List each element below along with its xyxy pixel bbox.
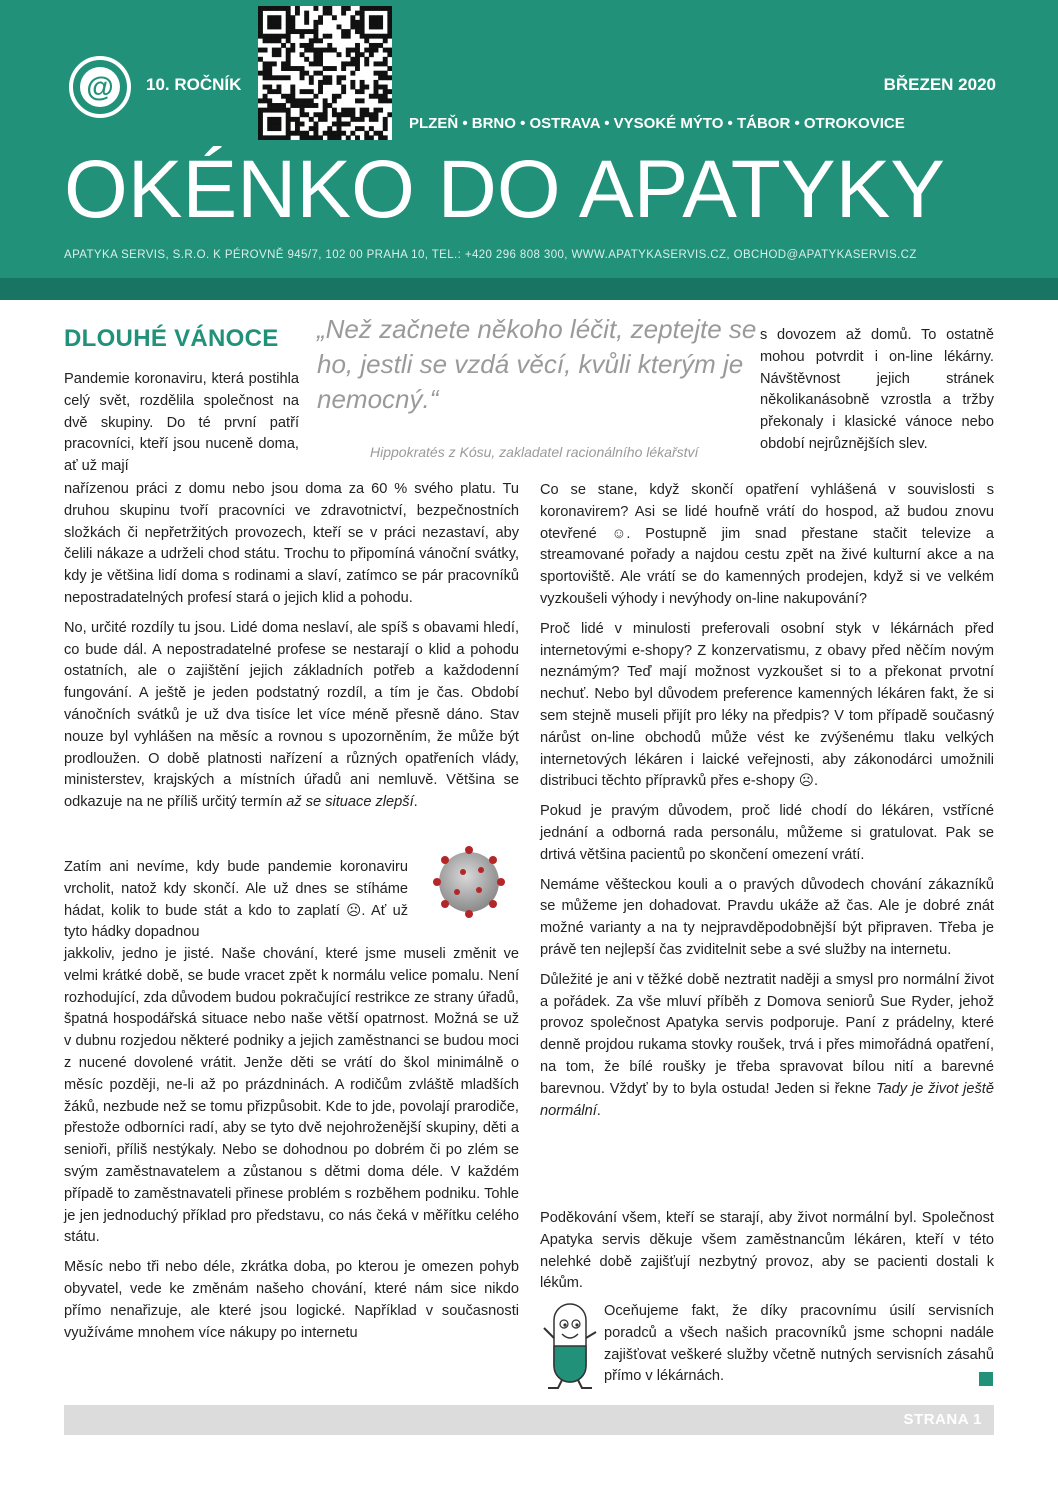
paragraph: Pandemie koronaviru, která postihla celý svět, rozdělila společnost na dvě skupiny. Do té první patří pracovníci, kteří jsou nuceně doma, ať už mají bbox=[64, 371, 299, 475]
pill-mascot-image bbox=[540, 1298, 600, 1390]
apatyka-logo bbox=[69, 56, 131, 118]
paragraph: Poděkování všem, kteří se starají, aby život normální byl. Společnost Apatyka servis děkuje všem zaměstnancům lékáren, kteří v této nelehké době zajišťují nezbytný provoz, aby se pacienti dostali k lékům. bbox=[540, 1210, 994, 1292]
paragraph bbox=[540, 970, 994, 1123]
emphasis-text: až se situace zlepší bbox=[286, 794, 414, 811]
paragraph: nařízenou práci z domu nebo jsou doma za 60 % svého platu. Tu druhou skupinu tvoří pracovníci ve zdravotnictví, bezpečnostních složkách či nepřetržitých provozech, kteří se v práci nezastaví, aby čelili nákaze a udrželi chod státu. Trochu to připomíná vánoční svátky, kdy je většina lidí doma s rodinami a slaví, zatímco se pár pracovníků nepostradatelných profesí stará o jejich klid a pohodu. bbox=[64, 481, 519, 606]
paragraph: Proč lidé v minulosti preferovali osobní styk v lékárnách před internetovými e-shopy? Z konzervatismu, z obavy před něčím novým neznámým? Teď mají možnost vyzkoušet si to a překonat prvotní nechuť. Nebo byl důvodem preference kamenných lékáren fakt, že si sem stejně museli přijít pro léky na předpis? V tom případě současný nárůst on-line obchodů může vést ke zvýšenému tlaku velkých internetových lékáren i laické veřejnosti, aby zákonodárci umožnili distribuci těchto přípravků přes e-shopy ☹. bbox=[540, 620, 994, 790]
paragraph-end: . bbox=[413, 794, 418, 811]
quote-text: „Než začnete někoho léčit, zeptejte se ho, jestli se vzdá věcí, kvůli kterým je nemocný.“ bbox=[317, 314, 757, 414]
cities-list: PLZEŇ • BRNO • OSTRAVA • VYSOKÉ MÝTO • TÁBOR • OTROKOVICE bbox=[409, 115, 905, 132]
volume-label: 10. ROČNÍK bbox=[146, 75, 242, 94]
quote-author: Hippokratés z Kósu, zakladatel racionálního lékařství bbox=[370, 444, 699, 460]
end-mark-icon bbox=[979, 1372, 993, 1386]
paragraph: Oceňujeme fakt, že díky pracovnímu úsilí servisních poradců a všech našich pracovníků jsme schopni nadále zajišťovat veškeré služby včetně nutných servisních zásahů přímo v lékárnách. bbox=[604, 1303, 994, 1385]
paragraph: Co se stane, když skončí opatření vyhlášená v souvislosti s koronavirem? Asi se lidé houfně vrátí do hospod, až budou znovu otevřené ☺. Postupně jim snad přestane stačit televize a streamované pořady a najdou cestu zpět na živé kulturní akce a na sportoviště. Ale vrátí se do kamenných prodejen, když si ve velkém vyzkoušeli výhody i nevýhody on-line nakupování? bbox=[540, 482, 994, 607]
paragraph: jakkoliv, jedno je jisté. Naše chování, které jsme museli změnit ve velmi krátké době, se bude vracet zpět k normálu velice pomalu. Není rozhodující, zda důvodem budou pokračující restrikce ze strany úřadů, špatná hospodářská situace nebo naše větší opatrnost. Možná se už v dubnu rozjedou některé podniky a jejich zaměstnanci se budou moci z nucené dovolené vrátit. Jenže děti se vrátí do škol minimálně o měsíc později, ne-li až po prázdninách. A rodičům zvláště mladších žáků, nezbude než se tomu přizpůsobit. Kde to jde, povolají prarodiče, přestože odborníci radí, aby se tyto dvě nejohroženější skupiny, děti a senioři, příliš nestýkaly. Nebo se dohodnou po dobrém či po zlém se svým zaměstnavatelem a zůstanou s dětmi doma déle. V každém případě to zaměstnavateli přinese problém s rozběhem podniku. Tohle je jen jednoduchý příklad pro představu, co nás čeká v měřítku celého státu. bbox=[64, 946, 519, 1246]
paragraph: Měsíc nebo tři nebo déle, zkrátka doba, po kterou je omezen pohyb obyvatel, vede ke změnám našeho chování, které nám sice nikdo přímo nenařizuje, ale které jsou logické. Například v současnosti využíváme mnohem více nákupy po internetu bbox=[64, 1259, 519, 1341]
header-banner bbox=[0, 0, 1058, 300]
footer-bar bbox=[64, 1405, 994, 1435]
article-title: DLOUHÉ VÁNOCE bbox=[64, 325, 279, 352]
paragraph-text: Důležité je ani v těžké době neztratit naději a smysl pro normální život a pořádek. Za vše mluví příběh z Domova seniorů Sue Ryder, jehož provoz společnost Apatyka servis podporuje. Paní z prádelny, které denně projdou rukama stovky roušek, trvá i přes mimořádná opatření, na tom, že bílé roušky je třeba spravovat bílou nití a barevné barevnou. Vždyť by to byla ostuda! Jeden si řekne bbox=[540, 971, 994, 1097]
paragraph: Pokud je pravým důvodem, proč lidé chodí do lékáren, vstřícné jednání a odborná rada personálu, můžeme si gratulovat. Pak se drtivá většina pacientů po skončení omezení vrátí. bbox=[540, 803, 994, 863]
header-band bbox=[0, 278, 1058, 300]
paragraph: Zatím ani nevíme, kdy bude pandemie koronaviru vrcholit, natož kdy skončí. Ale už dnes se stíháme hádat, kolik to bude stát a kdo to zaplatí ☹. Ať už tyto hádky dopadnou bbox=[64, 859, 408, 941]
masthead-title: OKÉNKO DO APATYKY bbox=[64, 144, 945, 235]
right-column bbox=[540, 480, 994, 1130]
issue-date: BŘEZEN 2020 bbox=[883, 75, 996, 94]
qr-code-icon bbox=[258, 6, 392, 140]
logo-glyph: @ bbox=[80, 67, 120, 107]
thanks-text bbox=[540, 1208, 994, 1303]
paragraph bbox=[64, 618, 519, 814]
paragraph: Nemáme věšteckou kouli a o pravých důvodech chování zákazníků se můžeme jen dohadovat. Pravdu ukáže až čas. Ale je dobré znát možné varianty a na ty nejpravděpodobnější být připraven. Třeba je právě ten nejlepší čas zviditelnit sebe a své služby na internetu. bbox=[540, 876, 994, 958]
paragraph-end: . bbox=[596, 1102, 601, 1119]
emphasis-text: Tady je život ještě normální bbox=[540, 1080, 994, 1119]
left-virus-text bbox=[64, 857, 408, 952]
paragraph: s dovozem až domů. To ostatně mohou potvrdit i on-line lékárny. Návštěvnost jejich stránek několikanásobně vzrostla a tržby překonaly i klasické vánoce nebo období nejrůznějších slev. bbox=[760, 327, 994, 452]
left-column-upper bbox=[64, 479, 519, 822]
closing-text bbox=[604, 1301, 994, 1396]
paragraph-text: No, určité rozdíly tu jsou. Lidé doma neslaví, ale spíš s obavami hledí, co bude dál. A nepostradatelné profese se nestarají o klid a pohodu ostatních, ale o zajištění jejich základních potřeb a každodenní fungování. A ještě je jeden podstatný rozdíl, a tím je čas. Období vánočních svátků je už dva tisíce let více méně přesně dáno. Stav nouze byl vyhlášen na měsíc a rovnou s upozorněním, že může být prodloužen. O době platnosti nařízení a různých opatřeních vlády, ministerstev, krajských a místních úřadů ani nemluvě. Většina se odkazuje na ne příliš určitý termín bbox=[64, 619, 519, 811]
coronavirus-image bbox=[423, 842, 511, 920]
left-column-lower bbox=[64, 944, 519, 1352]
page-number: STRANA 1 bbox=[903, 1411, 982, 1428]
contact-line: APATYKA SERVIS, S.R.O. K PÉROVNĚ 945/7, 102 00 PRAHA 10, TEL.: +420 296 808 300, WWW.APATYKASERVIS.CZ, OBCHOD@APATYKASERVIS.CZ bbox=[64, 249, 917, 261]
left-intro-text bbox=[64, 369, 299, 486]
right-intro-text bbox=[760, 325, 994, 464]
